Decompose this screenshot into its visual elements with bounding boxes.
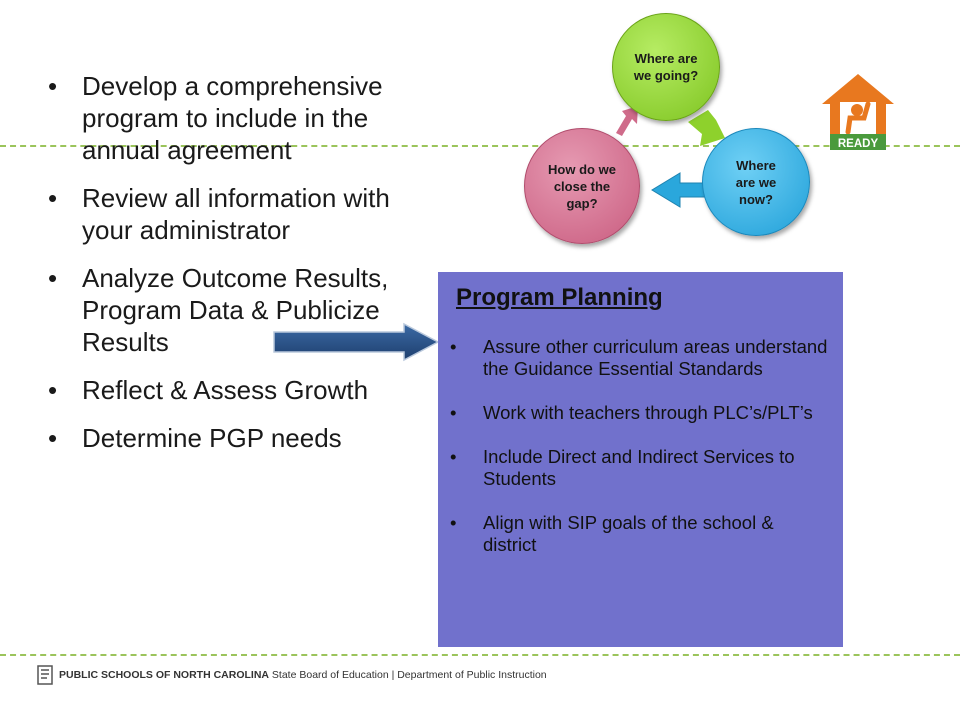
ready-logo-text: READY [837, 138, 879, 150]
bullet-item: • Develop a comprehensive program to include in the annual agreement [48, 71, 383, 165]
main-bullet-list [48, 70, 418, 470]
bullet-text: Analyze Outcome Results, Program Data & Publicize Results [82, 263, 389, 357]
cycle-label-going: Where are we going? [633, 51, 699, 83]
bullet-item: • Reflect & Assess Growth [48, 375, 369, 405]
blue-cycle-arrow [652, 173, 705, 207]
panel-list-item: • Work with teachers through PLC’s/PLT’s [450, 402, 813, 423]
program-planning-panel [438, 272, 843, 647]
panel-list-item: • Align with SIP goals of the school & district [450, 512, 774, 555]
bullet-text: Reflect & Assess Growth [82, 375, 369, 405]
bullet-item: • Review all information with your administrator [48, 183, 390, 245]
panel-list-item: • Include Direct and Indirect Services to Students [450, 446, 795, 489]
panel-item-text: Assure other curriculum areas understand the Guidance Essential Standards [483, 336, 828, 379]
planning-cycle-diagram [520, 0, 820, 250]
cycle-label-now: Where are we now? [735, 157, 777, 207]
panel-item-text: Include Direct and Indirect Services to Students [483, 446, 795, 489]
bullet-text: Review all information with your administrator [82, 183, 390, 245]
right-arrow-icon [272, 322, 442, 362]
bullet-item: • Determine PGP needs [48, 423, 342, 453]
bullet-item: • Analyze Outcome Results, Program Data & Publicize Results [48, 263, 389, 357]
cycle-circle-going [612, 13, 720, 121]
ready-logo [820, 72, 896, 154]
cycle-label-gap: How do we close the gap? [548, 161, 616, 211]
cycle-circle-gap [524, 128, 640, 244]
panel-item-text: Work with teachers through PLC’s/PLT’s [483, 402, 813, 423]
nc-seal-icon [37, 665, 53, 685]
panel-item-text: Align with SIP goals of the school & district [483, 512, 774, 555]
bullet-text: Develop a comprehensive program to include in the annual agreement [82, 71, 383, 165]
panel-title: Program Planning [456, 284, 663, 311]
panel-list [450, 336, 830, 578]
panel-list-item: • Assure other curriculum areas understand the Guidance Essential Standards [450, 336, 828, 379]
bullet-text: Determine PGP needs [82, 423, 342, 453]
footer-dept: State Board of Education | Department of Public Instruction [269, 669, 547, 681]
cycle-circle-now [702, 128, 810, 236]
footer [37, 665, 547, 685]
footer-org: PUBLIC SCHOOLS OF NORTH CAROLINA [59, 669, 269, 681]
bottom-dashed-divider [0, 654, 960, 656]
